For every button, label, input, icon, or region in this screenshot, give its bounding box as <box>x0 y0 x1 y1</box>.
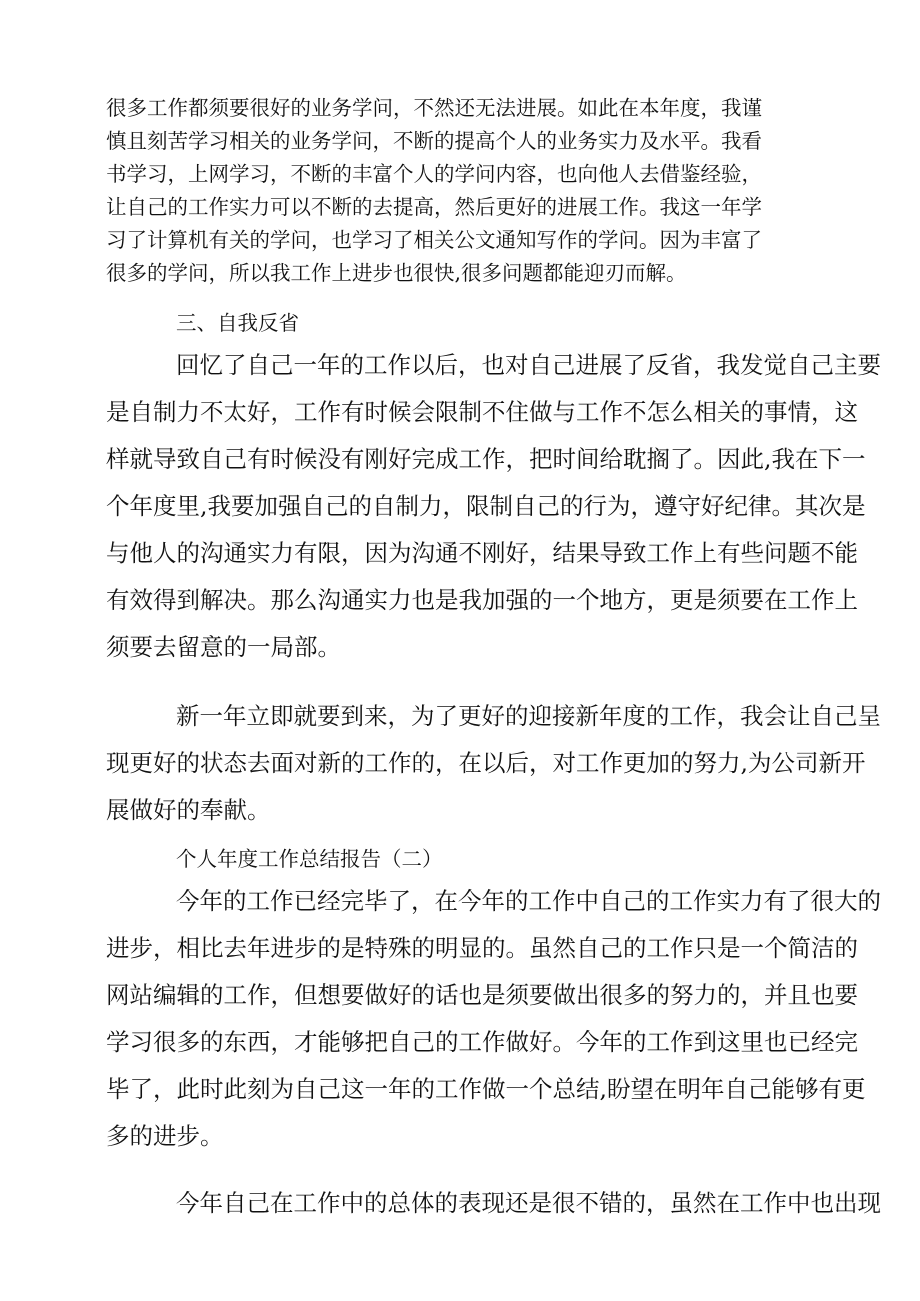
paragraph-5-line-1: 今年自己在工作中的总体的表现还是很不错的，虽然在工作中也出现 <box>176 1189 881 1217</box>
paragraph-3-line-3: 展做好的奉献。 <box>106 796 271 824</box>
paragraph-3-line-1: 新一年立即就要到来，为了更好的迎接新年度的工作，我会让自己呈 <box>176 702 881 730</box>
paragraph-4-line-6: 多的进步。 <box>106 1122 224 1150</box>
paragraph-1-line-5: 习了计算机有关的学问，也学习了相关公文通知写作的学问。因为丰富了 <box>106 228 762 252</box>
paragraph-2-line-3: 样就导致自己有时候没有刚好完成工作，把时间给耽搁了。因此,我在下一 <box>106 445 866 473</box>
paragraph-1-line-4: 让自己的工作实力可以不断的去提高，然后更好的进展工作。我这一年学 <box>106 195 762 219</box>
paragraph-4-line-4: 学习很多的东西，才能够把自己的工作做好。今年的工作到这里也已经完 <box>106 1028 858 1056</box>
paragraph-4-line-5: 毕了，此时此刻为自己这一年的工作做一个总结,盼望在明年自己能够有更 <box>106 1075 866 1103</box>
paragraph-4-line-3: 网站编辑的工作，但想要做好的话也是须要做出很多的努力的，并且也要 <box>106 981 858 1009</box>
paragraph-2-line-1: 回忆了自己一年的工作以后，也对自己进展了反省，我发觉自己主要 <box>176 351 881 379</box>
paragraph-2-line-5: 与他人的沟通实力有限，因为沟通不刚好，结果导致工作上有些问题不能 <box>106 539 858 567</box>
paragraph-2-line-4: 个年度里,我要加强自己的自制力，限制自己的行为，遵守好纪律。其次是 <box>106 492 866 520</box>
report-heading: 个人年度工作总结报告（二） <box>176 847 443 871</box>
paragraph-1-line-1: 很多工作都须要很好的业务学问，不然还无法进展。如此在本年度，我谨 <box>106 96 762 120</box>
paragraph-1-line-2: 慎且刻苦学习相关的业务学问，不断的提高个人的业务实力及水平。我看 <box>106 129 762 153</box>
paragraph-2-line-7: 须要去留意的一局部。 <box>106 633 341 661</box>
section-heading-self-reflection: 三、自我反省 <box>176 311 299 335</box>
paragraph-4-line-1: 今年的工作已经完毕了，在今年的工作中自己的工作实力有了很大的 <box>176 887 881 915</box>
paragraph-2-line-6: 有效得到解决。那么沟通实力也是我加强的一个地方，更是须要在工作上 <box>106 586 858 614</box>
paragraph-1-line-3: 书学习，上网学习，不断的丰富个人的学问内容，也向他人去借鉴经验， <box>106 162 762 186</box>
paragraph-4-line-2: 进步，相比去年进步的是特殊的明显的。虽然自己的工作只是一个简洁的 <box>106 934 858 962</box>
paragraph-1-line-6: 很多的学问，所以我工作上进步也很快,很多问题都能迎刃而解。 <box>106 261 687 285</box>
paragraph-2-line-2: 是自制力不太好，工作有时候会限制不住做与工作不怎么相关的事情，这 <box>106 398 858 426</box>
paragraph-3-line-2: 现更好的状态去面对新的工作的，在以后，对工作更加的努力,为公司新开 <box>106 749 866 777</box>
